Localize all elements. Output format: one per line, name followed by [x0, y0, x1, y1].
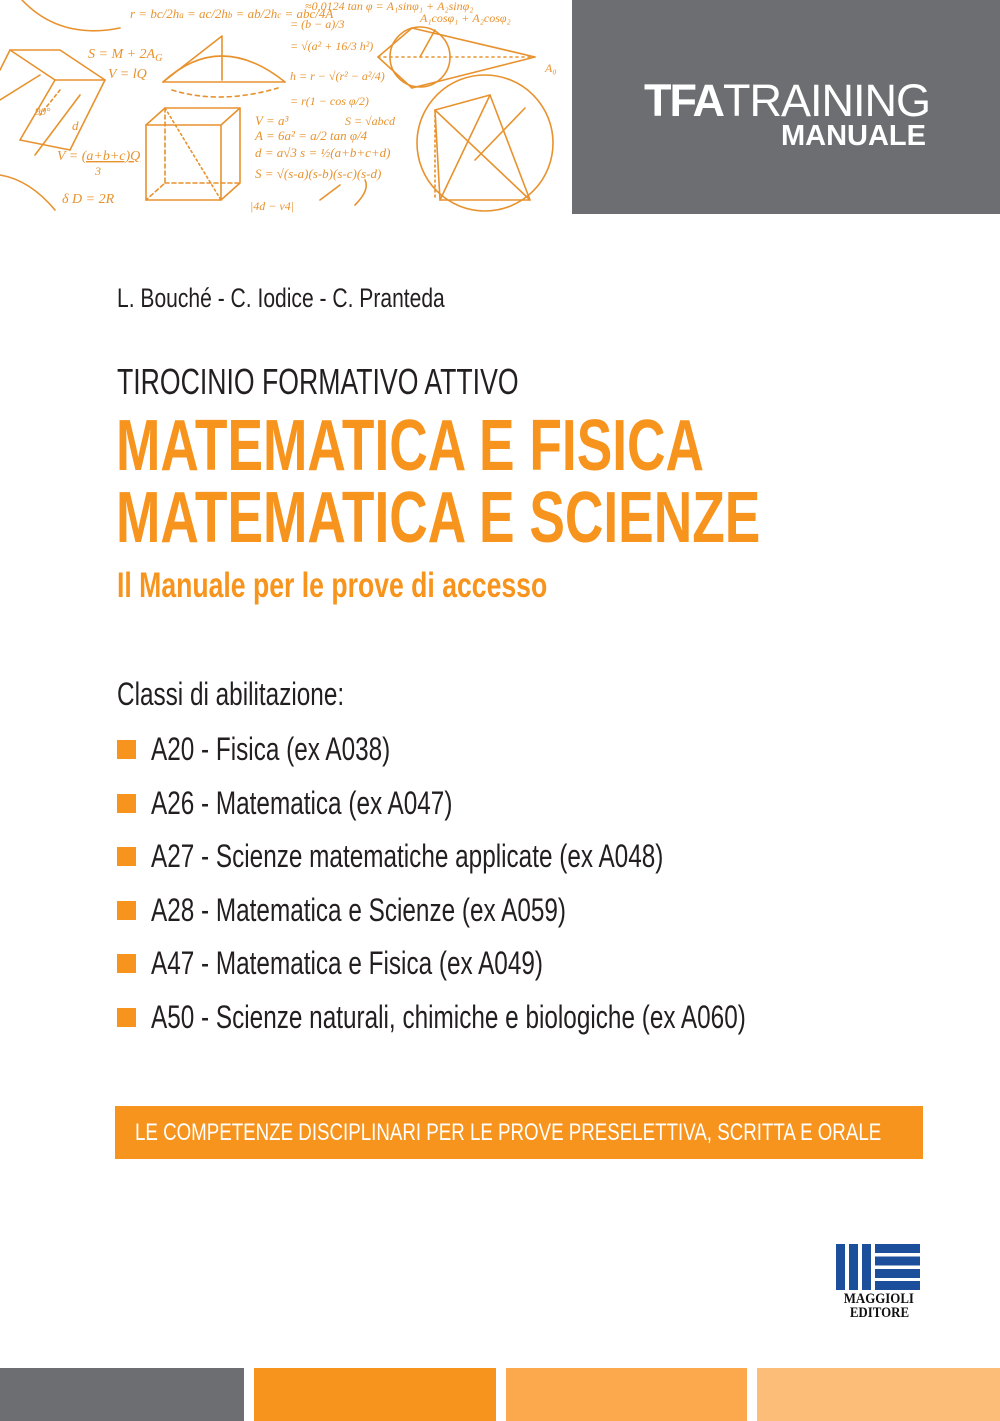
- svg-text:S = √(s-a)(s-b)(s-c)(s-d): S = √(s-a)(s-b)(s-c)(s-d): [255, 166, 382, 181]
- publisher-name-line-2: EDITORE: [849, 1305, 909, 1321]
- class-item-label: A26 - Matematica (ex A047): [151, 784, 453, 821]
- class-item-text: [151, 998, 934, 1036]
- title-line-1-text: MATEMATICA E FISICA: [116, 406, 705, 486]
- footer-bar-orange: [254, 1368, 496, 1421]
- class-item-label: A20 - Fisica (ex A038): [151, 731, 391, 767]
- banner-label: LE COMPETENZE DISCIPLINARI PER LE PROVE PRESELETTIVA, SCRITTA E ORALE: [135, 1119, 882, 1146]
- svg-text:S = √abcd: S = √abcd: [345, 114, 396, 128]
- class-item-label: A47 - Matematica e Fisica (ex A049): [151, 945, 543, 981]
- math-formulas-illustration: [0, 0, 572, 215]
- publisher-name-line-1: MAGGIOLI: [843, 1291, 915, 1307]
- svg-text:3: 3: [95, 164, 101, 178]
- maggioli-logo-icon: [836, 1244, 920, 1290]
- book-subtitle: [117, 566, 683, 606]
- kicker-text: TIROCINIO FORMATIVO ATTIVO: [117, 361, 519, 402]
- square-bullet-icon: [117, 794, 136, 813]
- series-brand-block: [572, 0, 1000, 214]
- series-brand-light: TRAINING: [723, 75, 931, 126]
- series-brand-name: [644, 75, 931, 126]
- banner-text: [135, 1120, 1000, 1146]
- svg-text:r = bc/2ha = ac/2hb = ab/2hc =: r = bc/2ha = ac/2hb = ab/2hc = abc/4A: [130, 6, 334, 21]
- svg-text:δ D = 2R: δ D = 2R: [62, 192, 115, 207]
- svg-text:= √(a² + 16/3 h²): = √(a² + 16/3 h²): [290, 39, 374, 53]
- class-item-text: [151, 891, 697, 929]
- footer-bar-light-orange: [506, 1368, 747, 1421]
- svg-text:d = a√3 s = ½(a+b+c+d): d = a√3 s = ½(a+b+c+d): [255, 145, 391, 160]
- classes-label: [117, 676, 416, 713]
- authors: [117, 283, 537, 314]
- class-item-label: A50 - Scienze naturali, chimiche e biologiche (ex A060): [151, 998, 746, 1035]
- class-item-text: [151, 730, 466, 768]
- svg-text:h = r − √(r² − a²/4): h = r − √(r² − a²/4): [290, 69, 385, 83]
- square-bullet-icon: [117, 1008, 136, 1027]
- class-item-label: A28 - Matematica e Scienze (ex A059): [151, 891, 566, 928]
- footer-bar-pale-orange: [757, 1368, 1000, 1421]
- series-type-label: MANUALE: [781, 120, 926, 152]
- series-brand-bold: TFA: [644, 75, 723, 126]
- svg-text:= (b − a)/3: = (b − a)/3: [290, 17, 345, 31]
- svg-text:A₁cosφ₁ + A₂cosφ₂: A₁cosφ₁ + A₂cosφ₂: [420, 11, 511, 25]
- svg-text:d: d: [72, 118, 79, 133]
- kicker-heading: [117, 361, 660, 403]
- book-title-line-1: [116, 406, 911, 486]
- svg-text:= r(1 − cos φ/2): = r(1 − cos φ/2): [290, 94, 369, 108]
- svg-text:≈0,0124 tan φ = A₁sinφ₁ + A₂si: ≈0,0124 tan φ = A₁sinφ₁ + A₂sinφ₂: [305, 0, 474, 13]
- publisher-name: [834, 1292, 924, 1320]
- authors-text: L. Bouché - C. Iodice - C. Pranteda: [117, 283, 445, 313]
- svg-text:V = a³: V = a³: [255, 113, 289, 128]
- svg-text:A = 6a² = a/2 tan φ/4: A = 6a² = a/2 tan φ/4: [255, 128, 368, 143]
- square-bullet-icon: [117, 954, 136, 973]
- svg-text:A₀: A₀: [545, 61, 557, 75]
- classes-label-text: Classi di abilitazione:: [117, 676, 345, 712]
- title-line-2-text: MATEMATICA E SCIENZE: [116, 478, 761, 558]
- publisher-logo: [836, 1244, 920, 1322]
- book-title-line-2: [116, 478, 987, 558]
- square-bullet-icon: [117, 847, 136, 866]
- square-bullet-icon: [117, 740, 136, 759]
- class-item-label: A27 - Scienze matematiche applicate (ex A048): [151, 838, 664, 874]
- class-item-text: [151, 784, 548, 822]
- class-item-text: [151, 837, 825, 875]
- class-item-text: [151, 944, 667, 982]
- svg-text:V = (a+b+c)Q: V = (a+b+c)Q: [57, 149, 141, 164]
- svg-text:90°: 90°: [35, 106, 51, 118]
- svg-text:V = lQ: V = lQ: [108, 67, 147, 82]
- competences-banner: [115, 1106, 923, 1159]
- footer-bar-gray: [0, 1368, 244, 1421]
- square-bullet-icon: [117, 901, 136, 920]
- subtitle-text: Il Manuale per le prove di accesso: [117, 566, 548, 605]
- svg-text:|4d − v4|: |4d − v4|: [250, 199, 295, 213]
- svg-text:S = M + 2AG: $S = M + 2A_G$: [88, 47, 163, 64]
